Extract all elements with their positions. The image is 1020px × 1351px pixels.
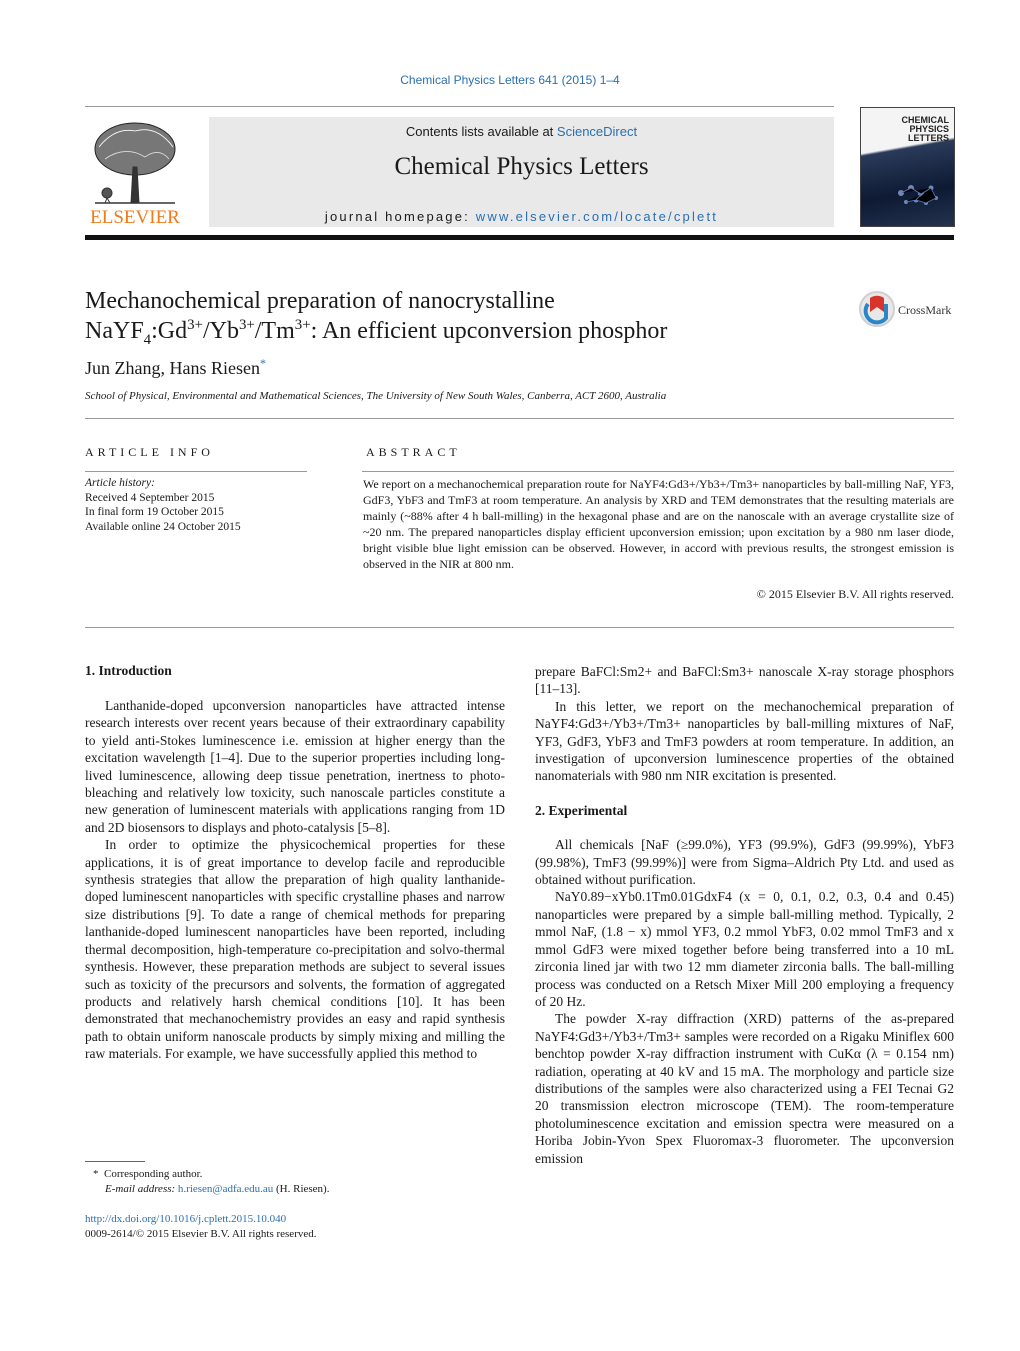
footnote-mark: * — [93, 1168, 99, 1180]
footnote — [85, 1167, 505, 1197]
elsevier-logo — [85, 117, 185, 227]
abstract-text: We report on a mechanochemical preparation route for NaYF4:Gd3+/Yb3+/Tm3+ nanoparticles by ball-milling NaF, YF3, GdF3, YbF3 and TmF3 at room temperature. An analysis by XRD and TEM demonstrates that the resulting materials are mainly (~88% after 4 h ball-milling) in the hexagonal phase and are on the nanoscale with an average crystallite size of ~20 nm. The prepared nanoparticles display efficient upconversion emission; upon excitation by a 980 nm laser diode, bright visible blue light emission can be observed. However, in accord with previous results, the strongest emission is observed in the NIR at 800 nm. — [363, 477, 954, 571]
online-date: Available online 24 October 2015 — [85, 520, 241, 533]
history-label: Article history: — [85, 477, 155, 489]
issn-line: 0009-2614/© 2015 Elsevier B.V. All rights reserved. — [85, 1228, 317, 1240]
abstract-rule — [362, 471, 954, 472]
email-suffix: (H. Riesen). — [273, 1183, 330, 1195]
homepage-line — [209, 209, 834, 224]
header-top-rule — [85, 106, 834, 107]
divider — [85, 627, 954, 628]
paragraph: NaY0.89−xYb0.1Tm0.01GdxF4 (x = 0, 0.1, 0.2, 0.3, 0.4 and 0.45) nanoparticles were prepared by a simple ball-milling method. Typically, 2 mmol NaF, (1.8 − x) mmol YF3, 0.2 mmol YbF3, 0.02 mmol TmF3 and x mmol GdF3 were mixed together before being transferred into a 10 mL zirconia lined jar with two 12 mm diameter zirconia balls. The ball-milling process was conducted on a Retsch Mixer Mill 200 employing a frequency of 20 Hz. — [535, 889, 954, 1009]
footnote-rule — [85, 1161, 145, 1162]
elsevier-wordmark: ELSEVIER — [90, 207, 180, 227]
authors-text: Jun Zhang, Hans Riesen — [85, 358, 260, 378]
article-title — [85, 286, 845, 346]
title-line-2-end: : An efficient upconversion phosphor — [310, 318, 668, 344]
spacer — [535, 819, 954, 836]
journal-header-box — [209, 117, 834, 227]
sciencedirect-link[interactable]: ScienceDirect — [556, 124, 638, 139]
cover-title: CHEMICAL PHYSICS LETTERS — [901, 115, 949, 143]
title-charge-tm: 3+ — [294, 317, 311, 333]
title-line-1: Mechanochemical preparation of nanocrystalline — [85, 288, 555, 314]
journal-title: Chemical Physics Letters — [394, 153, 649, 180]
affiliation: School of Physical, Environmental and Mathematical Sciences, The University of New South Wales, Canberra, ACT 2600, Australia — [85, 390, 667, 402]
email-label: E-mail address: — [105, 1183, 178, 1195]
left-column — [85, 697, 505, 1063]
article-info-rule — [85, 471, 307, 472]
right-column — [535, 663, 954, 1167]
cover-molecule-icon — [861, 108, 954, 226]
paragraph: prepare BaFCl:Sm2+ and BaFCl:Sm3+ nanoscale X-ray storage phosphors [11–13]. — [535, 664, 954, 697]
homepage-prefix: journal homepage: — [324, 209, 476, 224]
received-date: Received 4 September 2015 — [85, 491, 215, 504]
article-history — [85, 476, 315, 534]
homepage-link[interactable]: www.elsevier.com/locate/cplett — [475, 209, 719, 224]
divider — [85, 418, 954, 419]
paragraph: In this letter, we report on the mechanochemical preparation of NaYF4:Gd3+/Yb3+/Tm3+ nanoparticles by ball-milling mixtures of NaF, YF3, GdF3, YbF3 and TmF3 powders at room temperature. In addition, an investigation of upconversion luminescence properties of the obtained nanomaterials with 980 nm NIR excitation is presented. — [535, 698, 954, 784]
footnote-corresponding: Corresponding author. — [104, 1168, 203, 1180]
contents-line — [209, 124, 834, 139]
doi-link[interactable]: http://dx.doi.org/10.1016/j.cplett.2015.10.040 — [85, 1213, 287, 1225]
journal-reference[interactable]: Chemical Physics Letters 641 (2015) 1–4 — [400, 73, 620, 87]
paragraph: All chemicals [NaF (≥99.0%), YF3 (99.9%), GdF3 (99.99%), YbF3 (99.98%), TmF3 (99.99%)] were from Sigma–Aldrich Pty Ltd. and used as obtained without purification. — [535, 837, 954, 888]
abstract-copyright: © 2015 Elsevier B.V. All rights reserved. — [756, 587, 954, 601]
contents-prefix: Contents lists available at — [405, 124, 557, 139]
doi-block — [85, 1212, 317, 1242]
article-info-heading: ARTICLE INFO — [85, 445, 214, 459]
corresponding-author-mark[interactable]: * — [259, 356, 266, 370]
title-charge-yb: 3+ — [238, 317, 255, 333]
title-ion-gd: :Gd — [151, 318, 188, 344]
section-heading-introduction: 1. Introduction — [85, 663, 172, 678]
crossmark-badge[interactable] — [858, 292, 958, 328]
title-ion-yb: /Yb — [202, 318, 239, 344]
spacer — [535, 785, 954, 802]
elsevier-tree-icon — [85, 117, 185, 227]
section-heading-experimental: 2. Experimental — [535, 802, 628, 818]
paragraph: The powder X-ray diffraction (XRD) patterns of the as-prepared NaYF4:Gd3+/Yb3+/Tm3+ samples were recorded on a Rigaku Miniflex 600 benchtop powder X-ray diffraction instrument with CuKα (λ = 0.154 nm) radiation, operating at 40 kV and 15 mA. The morphology and particle size distributions of the samples were also characterized using a FEI Tecnai G2 20 transmission electron microscope (TEM). The room-temperature photoluminescence excitation and emission spectra were measured on a Horiba Jobin-Yvon Spex Fluoromax-3 fluorometer. The upconversion emission — [535, 1011, 954, 1166]
crossmark-icon — [858, 290, 896, 328]
email-link[interactable]: h.riesen@adfa.edu.au — [177, 1183, 274, 1195]
title-charge-gd: 3+ — [187, 317, 203, 333]
author-list — [85, 358, 266, 379]
paragraph: In order to optimize the physicochemical properties for these applications, it is of great importance to develop facile and reproducible synthesis strategies that allow the preparation of high quality lanthanide-doped luminescent nanoparticles with specific crystalline phases and narrow size distributions [9]. To date a range of chemical methods for preparing lanthanide-doped luminescent nanoparticles have been reported, including thermal decomposition, high-temperature co-precipitation and solvo-thermal synthesis. However, these preparation methods are subject to several issues such as toxicity of the precursors and solvents, the formation of aggregated products and relatively harsh chemical conditions [10]. It has been demonstrated that mechanochemistry provides an easy and rapid synthesis path to obtain uniform nanoscale products by simply mixing and milling the raw materials. For example, we have successfully applied this method to — [85, 837, 505, 1062]
paragraph: Lanthanide-doped upconversion nanoparticles have attracted intense research interests over recent years because of their extraordinary capability to yield anti-Stokes luminescence i.e. emission at higher energy than the excitation wavelength [1–4]. Due to the superior properties including long-lived luminescence, allowing deep tissue penetration, inertness to photo-bleaching and relatively low toxicity, such nanoscale particles constitute a new generation of luminescent materials with applications ranging from 1D and 2D biosensors to displays and photo-catalysis [5–8]. — [85, 698, 505, 835]
revised-date: In final form 19 October 2015 — [85, 506, 224, 518]
abstract-heading: ABSTRACT — [366, 445, 461, 459]
journal-cover-image — [860, 107, 955, 227]
title-formula-sub: 4 — [143, 331, 152, 348]
title-formula-base: NaYF — [85, 318, 144, 344]
crossmark-label: CrossMark — [898, 303, 952, 317]
header-thick-rule — [85, 235, 954, 240]
title-ion-tm: /Tm — [254, 318, 295, 344]
